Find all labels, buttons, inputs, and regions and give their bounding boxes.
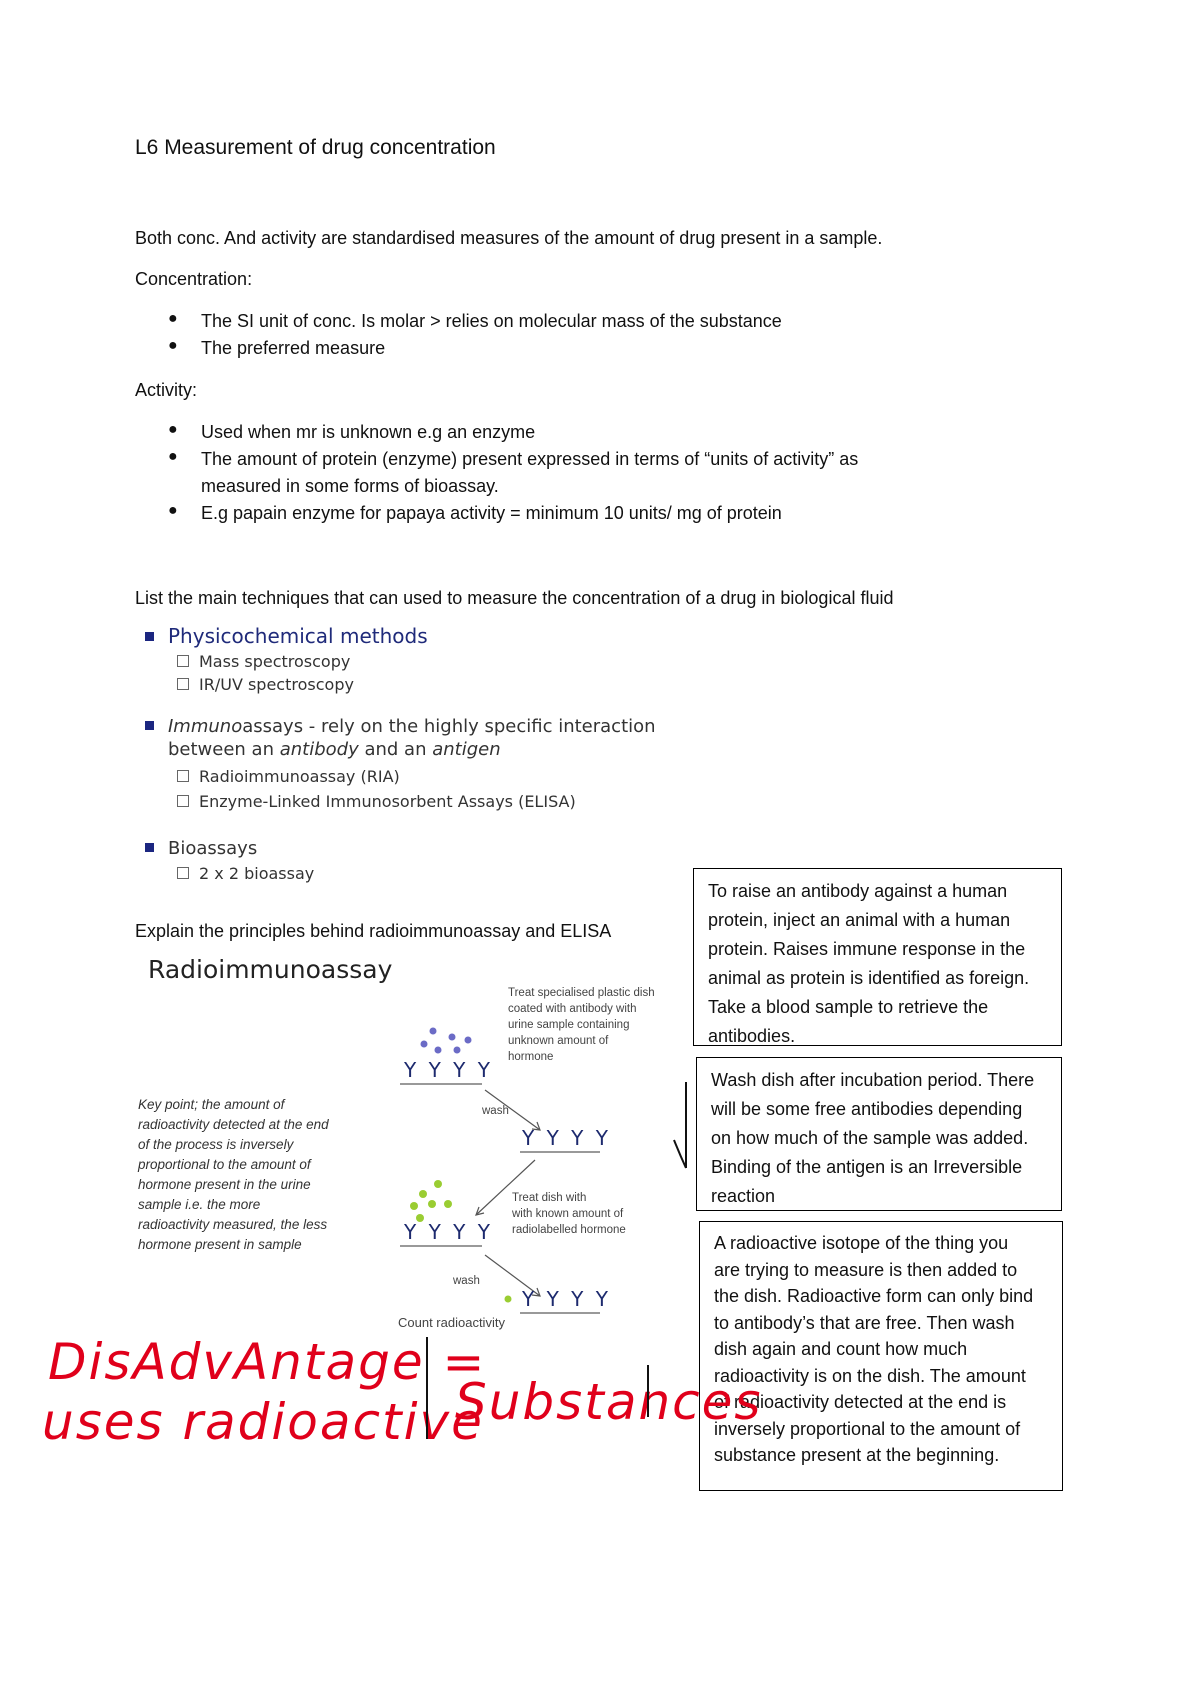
handwriting-disadvantage: DisAdvAntage =: [48, 1333, 487, 1391]
activity-item: The amount of protein (enzyme) present expressed in terms of “units of activity” as: [201, 449, 859, 469]
note-box-antibody: To raise an antibody against a human protein, inject an animal with a human protein. Raises immune response in the animal as protein is identified as foreign. Take a blood sample to retrieve the antibodies.: [693, 868, 1062, 1046]
antibody-row: Y Y Y Y: [404, 1220, 493, 1244]
antibody-row: Y Y Y Y: [522, 1126, 611, 1150]
bullet-icon: ●: [168, 502, 178, 519]
bullet-icon: ●: [168, 337, 178, 354]
ria-treat-label: Treat specialised plastic dish coated with antibody with urine sample containing unknown amount of hormone: [508, 987, 655, 1063]
handwritten-lines: [420, 1335, 660, 1445]
explain-question: Explain the principles behind radioimmunoassay and ELISA: [135, 921, 612, 941]
page-title: L6 Measurement of drug concentration: [135, 136, 496, 159]
slide-item: Enzyme-Linked Immunosorbent Assays (ELISA): [177, 792, 576, 811]
bullet-icon: ●: [168, 448, 178, 465]
activity-heading: Activity:: [135, 380, 198, 400]
activity-item: Used when mr is unknown e.g an enzyme: [201, 422, 536, 442]
slide-item: Radioimmunoassay (RIA): [177, 767, 400, 786]
slide-item: Mass spectroscopy: [177, 652, 350, 671]
intro-text: Both conc. And activity are standardised measures of the amount of drug present in a sample.: [135, 228, 883, 248]
handwriting-uses: uses radioactive: [42, 1393, 484, 1451]
activity-item-cont: measured in some forms of bioassay.: [201, 476, 499, 496]
checkbox-bullet-icon: [177, 655, 189, 667]
ria-wash-2: wash: [453, 1275, 480, 1287]
ria-title: Radioimmunoassay: [148, 955, 393, 984]
ria-count-label: Count radioactivity: [398, 1315, 505, 1330]
note-box-radioactive: A radioactive isotope of the thing you are trying to measure is then added to the dish. Radioactive form can only bind to antibody’s that are free. Then wash dish again and count how much radioactivity is on the dish. The amount of radioactivity detected at the end is inversely proportional to the amount of substance present at the beginning.: [699, 1221, 1063, 1491]
concentration-heading: Concentration:: [135, 269, 253, 289]
square-bullet-icon: [145, 721, 154, 730]
bio-heading: Bioassays: [145, 838, 257, 859]
handwritten-mark: [668, 1080, 698, 1175]
checkbox-bullet-icon: [177, 795, 189, 807]
slide-item: IR/UV spectroscopy: [177, 675, 354, 694]
square-bullet-icon: [145, 632, 154, 641]
note-box-wash: Wash dish after incubation period. There will be some free antibodies depending on how much of the sample was added. Binding of the antigen is an Irreversible reaction: [696, 1057, 1062, 1211]
checkbox-bullet-icon: [177, 678, 189, 690]
handwriting-substances: Substances: [455, 1373, 763, 1431]
ria-key-point: Key point; the amount of radioactivity detected at the end of the process is inversely proportional to the amount of hormone present in the urine sample i.e. the more radioactivity measured, the less hormone present in sample: [138, 1097, 329, 1252]
techniques-question: List the main techniques that can used to measure the concentration of a drug in biological fluid: [135, 588, 894, 608]
bullet-icon: ●: [168, 310, 178, 327]
physico-heading: Physicochemical methods: [145, 624, 428, 648]
bullet-icon: ●: [168, 421, 178, 438]
antibody-row: Y Y Y Y: [522, 1287, 611, 1311]
checkbox-bullet-icon: [177, 770, 189, 782]
slide-item: 2 x 2 bioassay: [177, 864, 314, 883]
ria-wash-1: wash: [482, 1105, 509, 1117]
antibody-row: Y Y Y Y: [404, 1058, 493, 1082]
ria-treat2-label: Treat dish with with known amount of radiolabelled hormone: [512, 1192, 626, 1236]
square-bullet-icon: [145, 843, 154, 852]
activity-item: E.g papain enzyme for papaya activity = minimum 10 units/ mg of protein: [201, 503, 782, 523]
immuno-heading: Immunoassays - rely on the highly specific interaction: [145, 716, 656, 737]
hormone-dots: [421, 1028, 472, 1054]
immuno-line2: between an antibody and an antigen: [168, 739, 501, 760]
checkbox-bullet-icon: [177, 867, 189, 879]
concentration-item: The SI unit of conc. Is molar > relies on molecular mass of the substance: [201, 311, 782, 331]
concentration-item: The preferred measure: [201, 338, 386, 358]
